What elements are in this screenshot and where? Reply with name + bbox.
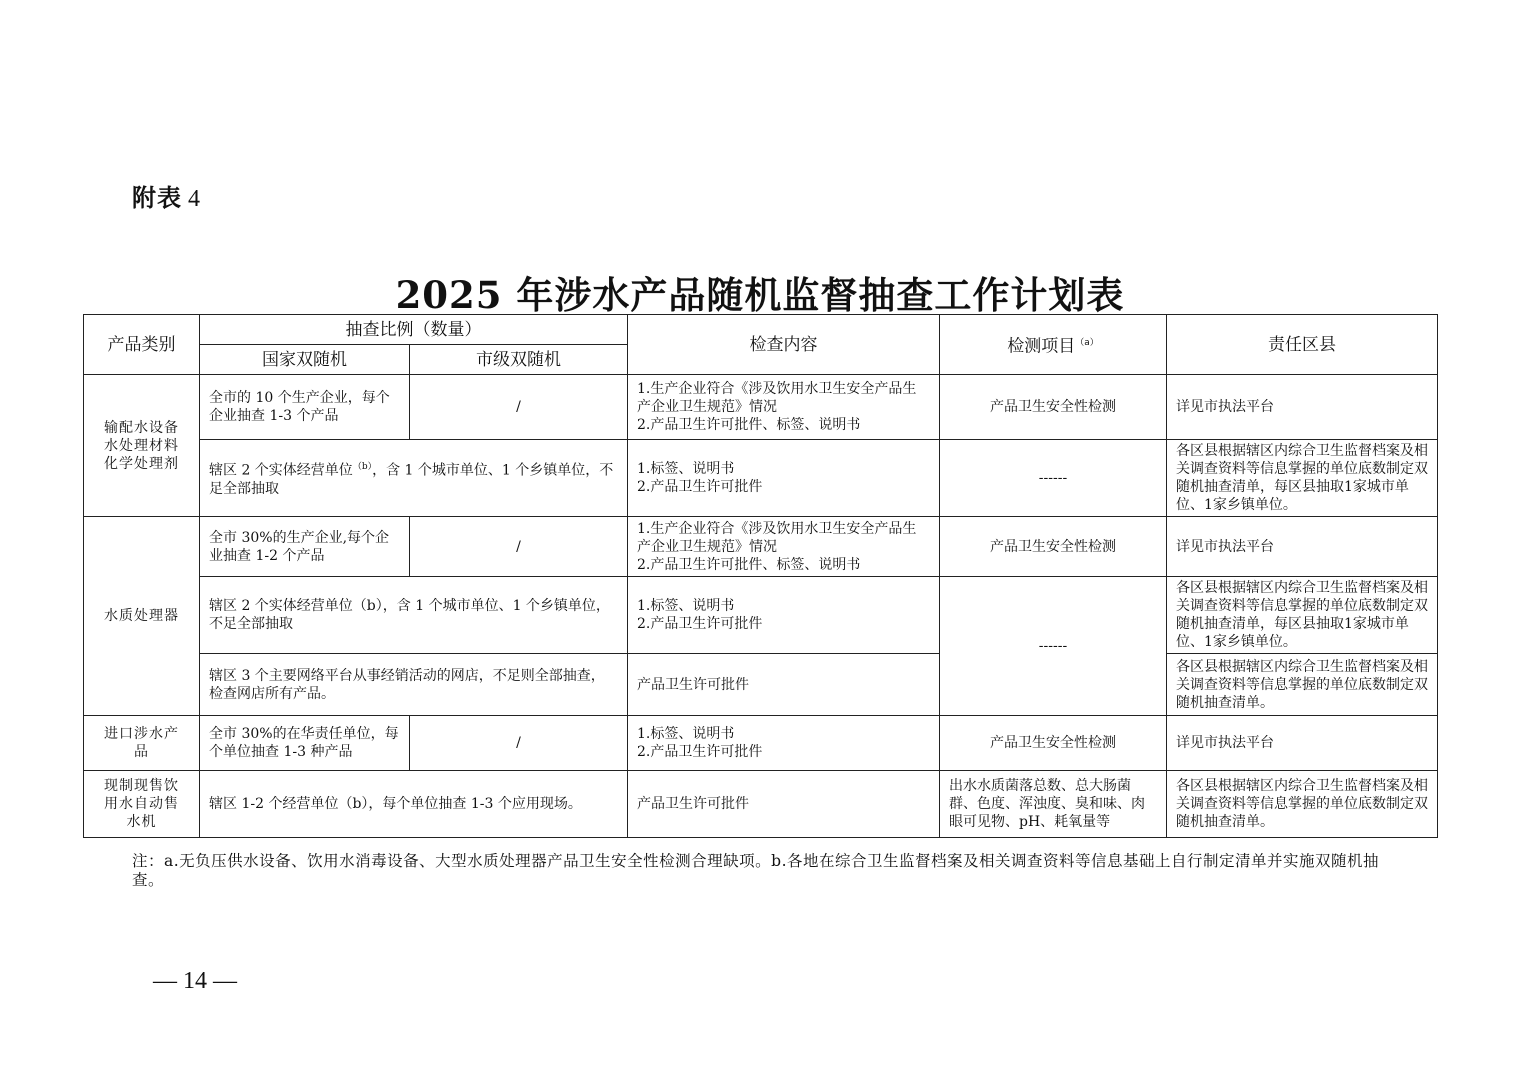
scope-sup: （b） — [352, 462, 373, 473]
content-line: 2.产品卫生许可批件 — [637, 479, 763, 495]
testing-cell: 产品卫生安全性检测 — [940, 517, 1167, 577]
footnote: 注：a.无负压供水设备、饮用水消毒设备、大型水质处理器产品卫生安全性检测合理缺项。b.各地在综合卫生监督档案及相关调查资料等信息基础上自行制定清单并实施双随机抽查。 — [132, 852, 1380, 889]
page-title: 2025 年涉水产品随机监督抽查工作计划表 — [395, 273, 1125, 317]
header-district: 责任区县 — [1167, 315, 1438, 375]
content-line: 2.产品卫生许可批件 — [637, 744, 763, 760]
header-national: 国家双随机 — [200, 345, 410, 375]
city-cell: / — [410, 375, 628, 440]
category-cell: 水质处理器 — [84, 517, 200, 716]
scope-cell: 辖区 3 个主要网络平台从事经销活动的网店，不足则全部抽查，检查网店所有产品。 — [200, 654, 628, 716]
scope-cell: 辖区 1-2 个经营单位（b），每个单位抽查 1-3 个应用现场。 — [200, 771, 628, 838]
header-ratio: 抽查比例（数量） — [200, 315, 628, 345]
scope-text: ，含 1 个城市单位、1 个乡镇单位，不足全部抽取 — [209, 462, 614, 497]
header-testing-sup: （a） — [1075, 337, 1099, 348]
content-line: 1.生产企业符合《涉及饮用水卫生安全产品生产企业卫生规范》情况 — [637, 381, 917, 415]
district-cell: 详见市执法平台 — [1167, 716, 1438, 771]
national-cell: 全市 30%的在华责任单位，每个单位抽查 1-3 种产品 — [200, 716, 410, 771]
header-content: 检查内容 — [628, 315, 940, 375]
table-row — [84, 654, 1438, 716]
national-cell: 全市的 10 个生产企业，每个企业抽查 1-3 个产品 — [200, 375, 410, 440]
content-line: 1.生产企业符合《涉及饮用水卫生安全产品生产企业卫生规范》情况 — [637, 520, 917, 555]
content-cell: 产品卫生许可批件 — [628, 771, 940, 838]
testing-cell: 产品卫生安全性检测 — [940, 716, 1167, 771]
appendix-label — [132, 178, 201, 213]
testing-cell: ------ — [940, 577, 1167, 716]
page-number: — 14 — — [153, 968, 237, 994]
table-row — [84, 716, 1438, 771]
content-cell: 产品卫生许可批件 — [628, 654, 940, 716]
district-cell: 各区县根据辖区内综合卫生监督档案及相关调查资料等信息掌握的单位底数制定双随机抽查清单，每区县抽取1家城市单位、1家乡镇单位。 — [1167, 577, 1438, 654]
content-line: 2.产品卫生许可批件、标签、说明书 — [637, 556, 861, 573]
city-cell: / — [410, 517, 628, 577]
content-cell — [628, 716, 940, 771]
scope-cell — [200, 440, 628, 517]
scope-text: 辖区 2 个实体经营单位 — [209, 462, 353, 479]
appendix-number: 4 — [188, 186, 201, 212]
testing-cell: ------ — [940, 440, 1167, 517]
category-cell: 进口涉水产品 — [84, 716, 200, 771]
district-cell: 各区县根据辖区内综合卫生监督档案及相关调查资料等信息掌握的单位底数制定双随机抽查清单。 — [1167, 771, 1438, 838]
district-cell: 各区县根据辖区内综合卫生监督档案及相关调查资料等信息掌握的单位底数制定双随机抽查清单，每区县抽取1家城市单位、1家乡镇单位。 — [1167, 440, 1438, 517]
category-cell: 输配水设备水处理材料化学处理剂 — [84, 375, 200, 517]
header-row-1 — [84, 315, 1438, 345]
district-cell: 详见市执法平台 — [1167, 375, 1438, 440]
header-category: 产品类别 — [84, 315, 200, 375]
appendix-text: 附表 — [132, 184, 182, 212]
category-cell: 现制现售饮用水自动售水机 — [84, 771, 200, 838]
table-row — [84, 577, 1438, 654]
scope-cell: 辖区 2 个实体经营单位（b），含 1 个城市单位、1 个乡镇单位，不足全部抽取 — [200, 577, 628, 654]
plan-table — [83, 314, 1438, 838]
content-line: 2.产品卫生许可批件 — [637, 616, 763, 632]
testing-cell: 产品卫生安全性检测 — [940, 375, 1167, 440]
table-row — [84, 517, 1438, 577]
content-line: 1.标签、说明书 — [637, 598, 735, 614]
table-row — [84, 440, 1438, 517]
header-testing-label: 检测项目 — [1007, 336, 1076, 357]
content-cell — [628, 375, 940, 440]
content-cell — [628, 517, 940, 577]
content-line: 2.产品卫生许可批件、标签、说明书 — [637, 417, 861, 433]
header-city: 市级双随机 — [410, 345, 628, 375]
content-cell — [628, 577, 940, 654]
district-cell: 详见市执法平台 — [1167, 517, 1438, 577]
header-testing — [940, 315, 1167, 375]
table-row — [84, 771, 1438, 838]
content-cell — [628, 440, 940, 517]
city-cell: / — [410, 716, 628, 771]
testing-cell: 出水水质菌落总数、总大肠菌群、色度、浑浊度、臭和味、肉眼可见物、pH、耗氧量等 — [940, 771, 1167, 838]
district-cell: 各区县根据辖区内综合卫生监督档案及相关调查资料等信息掌握的单位底数制定双随机抽查清单。 — [1167, 654, 1438, 716]
content-line: 1.标签、说明书 — [637, 726, 735, 742]
content-line: 1.标签、说明书 — [637, 461, 735, 477]
national-cell: 全市 30%的生产企业,每个企业抽查 1-2 个产品 — [200, 517, 410, 577]
table-row — [84, 375, 1438, 440]
